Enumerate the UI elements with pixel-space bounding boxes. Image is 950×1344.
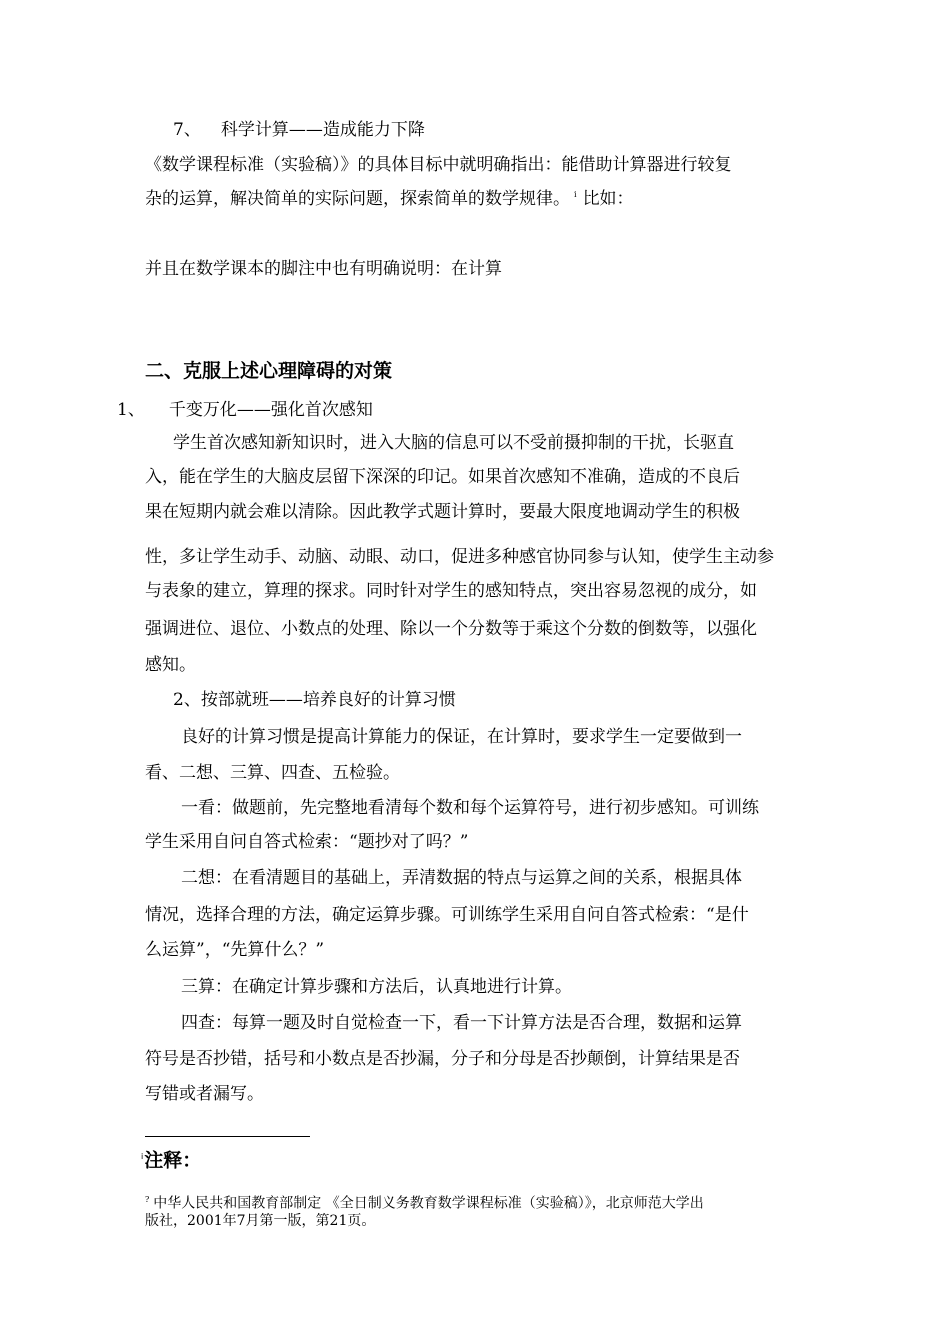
item-1-title xyxy=(117,398,373,422)
paragraph-line: 三算：在确定计算步骤和方法后，认真地进行计算。 xyxy=(181,977,572,997)
paragraph-line xyxy=(145,187,634,211)
paragraph-line: 四查：每算一题及时自觉检查一下，看一下计算方法是否合理，数据和运算 xyxy=(181,1013,742,1033)
footnote-separator xyxy=(145,1136,310,1137)
paragraph-line: 么运算”，“先算什么？” xyxy=(145,940,325,960)
footnote-text: 中华人民共和国教育部制定 《全日制义务教育数学课程标准（实验稿）》，北京师范大学出 xyxy=(153,1195,704,1212)
paragraph-text: 比如： xyxy=(582,189,634,209)
footnote-heading xyxy=(141,1144,201,1173)
paragraph-line: 入，能在学生的大脑皮层留下深深的印记。如果首次感知不准确，造成的不良后 xyxy=(145,467,740,487)
paragraph-line: 果在短期内就会难以清除。因此教学式题计算时，要最大限度地调动学生的积极 xyxy=(145,502,740,522)
section-7-title xyxy=(173,118,425,142)
paragraph-line: 感知。 xyxy=(145,655,196,675)
paragraph-line: 情况，选择合理的方法，确定运算步骤。可训练学生采用自问自答式检索：“是什 xyxy=(145,905,749,925)
footnote-line: 版社，2001年7月第一版，第21页。 xyxy=(145,1213,376,1229)
paragraph-line: 符号是否抄错，括号和小数点是否抄漏，分子和分母是否抄颠倒，计算结果是否 xyxy=(145,1049,740,1069)
paragraph-line: 性，多让学生动手、动脑、动眼、动口，促进多种感官协同参与认知，使学生主动参 xyxy=(145,547,774,567)
footnote-reference: i xyxy=(574,190,577,200)
paragraph-line: 强调进位、退位、小数点的处理、除以一个分数等于乘这个分数的倒数等，以强化 xyxy=(145,619,757,639)
paragraph-line: 与表象的建立，算理的探求。同时针对学生的感知特点，突出容易忽视的成分，如 xyxy=(145,581,757,601)
paragraph-line: 良好的计算习惯是提高计算能力的保证，在计算时，要求学生一定要做到一 xyxy=(181,727,742,747)
paragraph-line: 学生首次感知新知识时，进入大脑的信息可以不受前摄抑制的干扰，长驱直 xyxy=(173,433,734,453)
paragraph-line: 学生采用自问自答式检索：“题抄对了吗？” xyxy=(145,832,469,852)
paragraph-line: 《数学课程标准（实验稿）》的具体目标中就明确指出：能借助计算器进行较复 xyxy=(145,155,732,175)
paragraph-line: 写错或者漏写。 xyxy=(145,1084,264,1104)
footnote-mark: ? xyxy=(145,1195,150,1204)
item-2-title: 2、按部就班——培养良好的计算习惯 xyxy=(173,690,456,710)
paragraph-line: 一看：做题前，先完整地看清每个数和每个运算符号，进行初步感知。可训练 xyxy=(181,798,759,818)
paragraph-line: 并且在数学课本的脚注中也有明确说明：在计算 xyxy=(145,259,502,279)
section-heading: 二、克服上述心理障碍的对策 xyxy=(145,360,393,382)
section-number: 7、 xyxy=(173,120,201,140)
paragraph-text: 杂的运算，解决简单的实际问题，探索简单的数学规律。 xyxy=(145,189,570,209)
paragraph-line: 看、二想、三算、四查、五检验。 xyxy=(145,763,400,783)
footnote-heading-text: 注释： xyxy=(144,1149,202,1172)
item-title-text: 千变万化——强化首次感知 xyxy=(168,400,373,420)
section-title-text: 科学计算——造成能力下降 xyxy=(220,120,425,140)
footnote-mark: i xyxy=(141,1152,144,1161)
paragraph-line: 二想：在看清题目的基础上，弄清数据的特点与运算之间的关系，根据具体 xyxy=(181,868,742,888)
item-number: 1、 xyxy=(117,400,145,420)
